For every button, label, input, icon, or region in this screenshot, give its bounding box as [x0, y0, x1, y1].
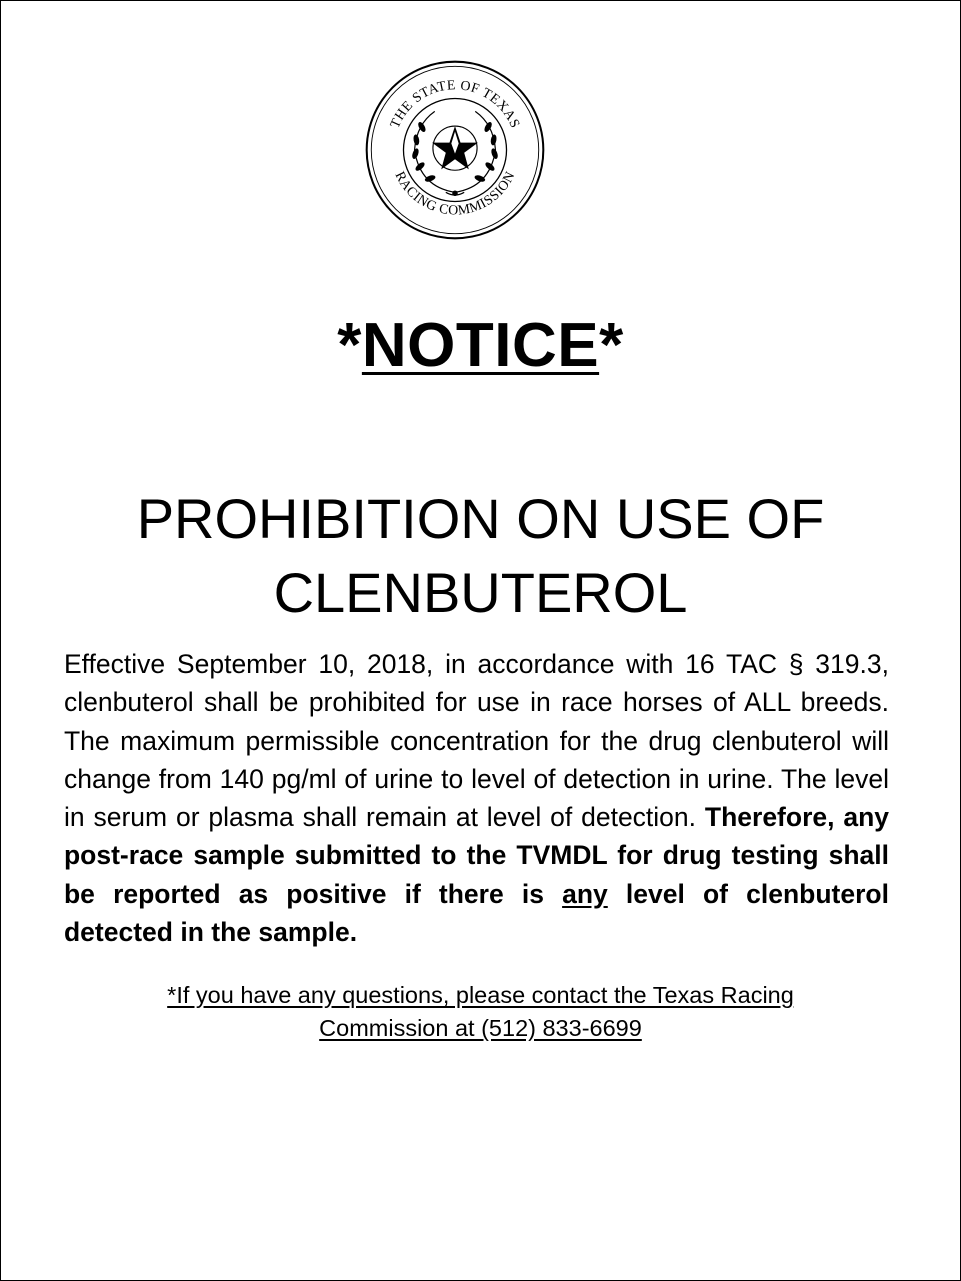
contact-line-2: Commission at (512) 833-6699 [319, 1015, 642, 1041]
texas-racing-commission-seal [363, 58, 547, 242]
title-line-1: PROHIBITION ON USE OF [136, 487, 825, 550]
body-bold-text: Therefore, any post-race sample submitted to the TVMDL for drug testing shall be reported as positive if there is [64, 802, 889, 909]
seal-bottom-text: RACING COMMISSION [392, 168, 518, 218]
contact-line-1: *If you have any questions, please contact the Texas Racing [167, 982, 794, 1008]
contact-info [0, 979, 961, 1045]
notice-prefix: * [337, 311, 362, 380]
body-bold-text-end: level of clenbuterol detected in the sample. [64, 878, 889, 948]
body-emphasis-any: any [562, 878, 608, 909]
seal-top-text: THE STATE OF TEXAS [386, 77, 524, 131]
notice-body [64, 645, 889, 951]
notice-suffix: * [599, 311, 624, 380]
notice-word: NOTICE [361, 311, 600, 380]
title-line-2: CLENBUTEROL [273, 561, 688, 624]
notice-heading [0, 306, 961, 386]
svg-text:THE STATE OF TEXAS [387, 77, 523, 130]
body-normal-text: Effective September 10, 2018, in accordance with 16 TAC § 319.3, clenbuterol shall be prohibited for use in race horses of ALL breeds. The maximum permissible concentration for the drug clenbuterol will change from 140 pg/ml of urine to level of detection in urine. The level in serum or plasma shall remain at level of detection. [64, 649, 889, 833]
document-title [0, 482, 961, 630]
